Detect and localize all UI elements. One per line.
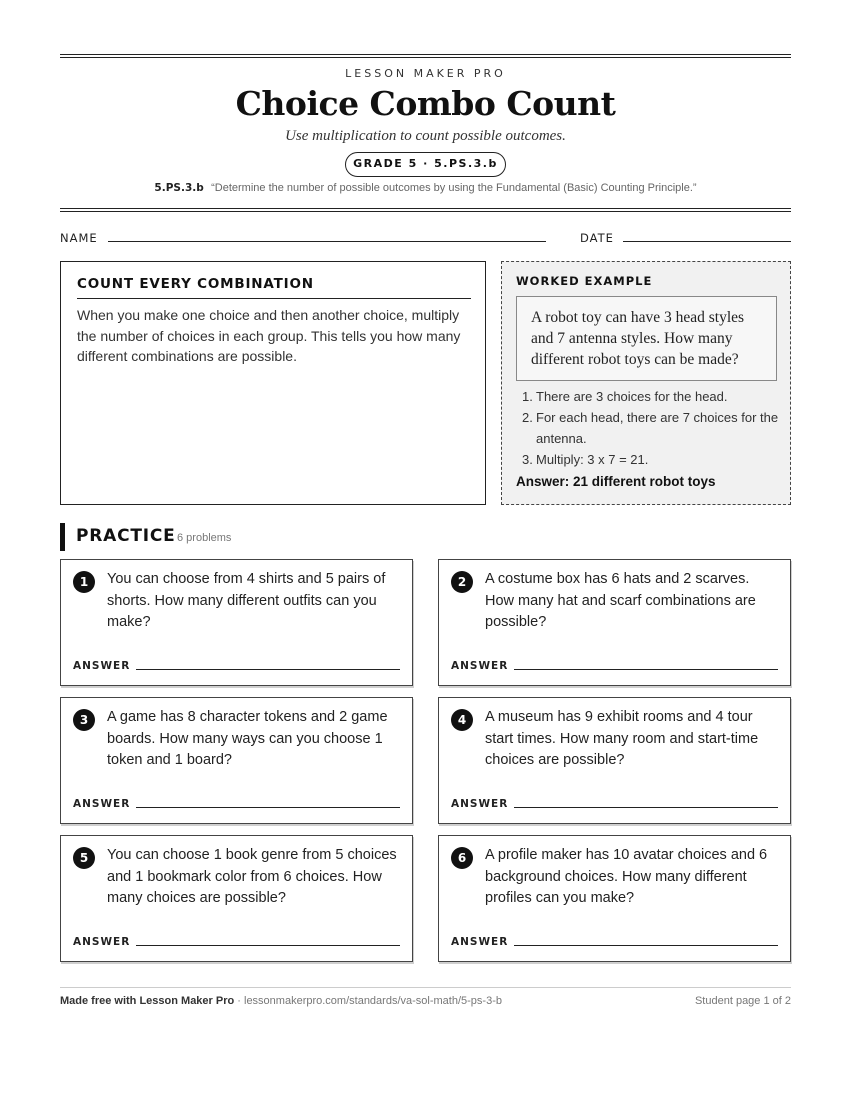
problem-text: A museum has 9 exhibit rooms and 4 tour start times. How many room and start-time choices are possible?: [485, 709, 759, 768]
worked-example-step: 3. Multiply: 3 x 7 = 21.: [522, 452, 649, 467]
answer-label: ANSWER: [73, 660, 131, 672]
problem-text: A game has 8 character tokens and 2 game boards. How many ways can you choose 1 token and 1 board?: [107, 709, 388, 768]
intro-divider: [77, 298, 471, 299]
answer-label: ANSWER: [451, 936, 509, 948]
footer-page-number: Student page 1 of 2: [694, 995, 791, 1007]
practice-count: 6 problems: [177, 532, 232, 544]
problem-number: 2: [451, 571, 473, 593]
problem-number: 3: [73, 709, 95, 731]
name-field[interactable]: [108, 241, 546, 242]
brand-label: LESSON MAKER PRO: [345, 67, 506, 80]
problem-card-2: [438, 559, 791, 686]
answer-field[interactable]: [514, 945, 778, 946]
footer-rule: [60, 987, 791, 988]
problem-number: 5: [73, 847, 95, 869]
standard-code: 5.PS.3.b: [154, 182, 204, 194]
worksheet-page: [60, 0, 791, 1100]
answer-label: ANSWER: [73, 936, 131, 948]
worked-example-answer: Answer: 21 different robot toys: [516, 474, 716, 489]
page-subtitle: Use multiplication to count possible outcomes.: [285, 128, 566, 144]
worked-example-step: 2. For each head, there are 7 choices for the antenna.: [522, 410, 779, 446]
header-bottom-rule: [60, 208, 791, 212]
problem-card-4: [438, 697, 791, 824]
name-label: NAME: [60, 231, 98, 245]
practice-accent-bar: [60, 523, 65, 551]
standard-line: [60, 182, 791, 194]
problem-number: 6: [451, 847, 473, 869]
problem-card-1: [60, 559, 413, 686]
problem-text: You can choose from 4 shirts and 5 pairs of shorts. How many different outfits can you make?: [107, 571, 386, 630]
intro-box: [60, 261, 486, 505]
footer-credit: [60, 995, 502, 1007]
worked-example-steps: [518, 386, 780, 470]
worked-example-box: [501, 261, 791, 505]
intro-title: COUNT EVERY COMBINATION: [77, 276, 314, 292]
date-field[interactable]: [623, 241, 791, 242]
worked-example-step: 1. There are 3 choices for the head.: [522, 389, 728, 404]
answer-label: ANSWER: [73, 798, 131, 810]
worked-example-question: A robot toy can have 3 head styles and 7 antenna styles. How many different robot toys can be made?: [516, 296, 777, 381]
standard-text: “Determine the number of possible outcomes by using the Fundamental (Basic) Counting Principle.”: [211, 182, 697, 194]
answer-field[interactable]: [136, 807, 400, 808]
problem-card-6: [438, 835, 791, 962]
date-label: DATE: [580, 231, 614, 245]
answer-label: ANSWER: [451, 798, 509, 810]
problem-card-3: [60, 697, 413, 824]
practice-title: PRACTICE: [76, 526, 176, 546]
worked-example-title: WORKED EXAMPLE: [516, 274, 653, 288]
answer-field[interactable]: [136, 669, 400, 670]
problem-card-5: [60, 835, 413, 962]
problem-number: 4: [451, 709, 473, 731]
page-title: Choice Combo Count: [235, 84, 616, 123]
problem-text: A profile maker has 10 avatar choices and 6 background choices. How many different profiles can you make?: [485, 847, 768, 906]
problem-text: A costume box has 6 hats and 2 scarves. How many hat and scarf combinations are possible?: [485, 571, 756, 630]
footer-url[interactable]: · lessonmakerpro.com/standards/va-sol-math/5-ps-3-b: [234, 995, 502, 1007]
header-top-rule: [60, 54, 791, 58]
grade-badge: GRADE 5 · 5.PS.3.b: [345, 152, 506, 177]
answer-field[interactable]: [514, 669, 778, 670]
footer-made-with: Made free with Lesson Maker Pro: [60, 995, 235, 1007]
intro-text: When you make one choice and then another choice, multiply the number of choices in each group. This tells you how many different combinations are possible.: [77, 307, 461, 364]
problem-text: You can choose 1 book genre from 5 choices and 1 bookmark color from 6 choices. How many choices are possible?: [107, 847, 397, 906]
answer-label: ANSWER: [451, 660, 509, 672]
problem-number: 1: [73, 571, 95, 593]
answer-field[interactable]: [136, 945, 400, 946]
answer-field[interactable]: [514, 807, 778, 808]
